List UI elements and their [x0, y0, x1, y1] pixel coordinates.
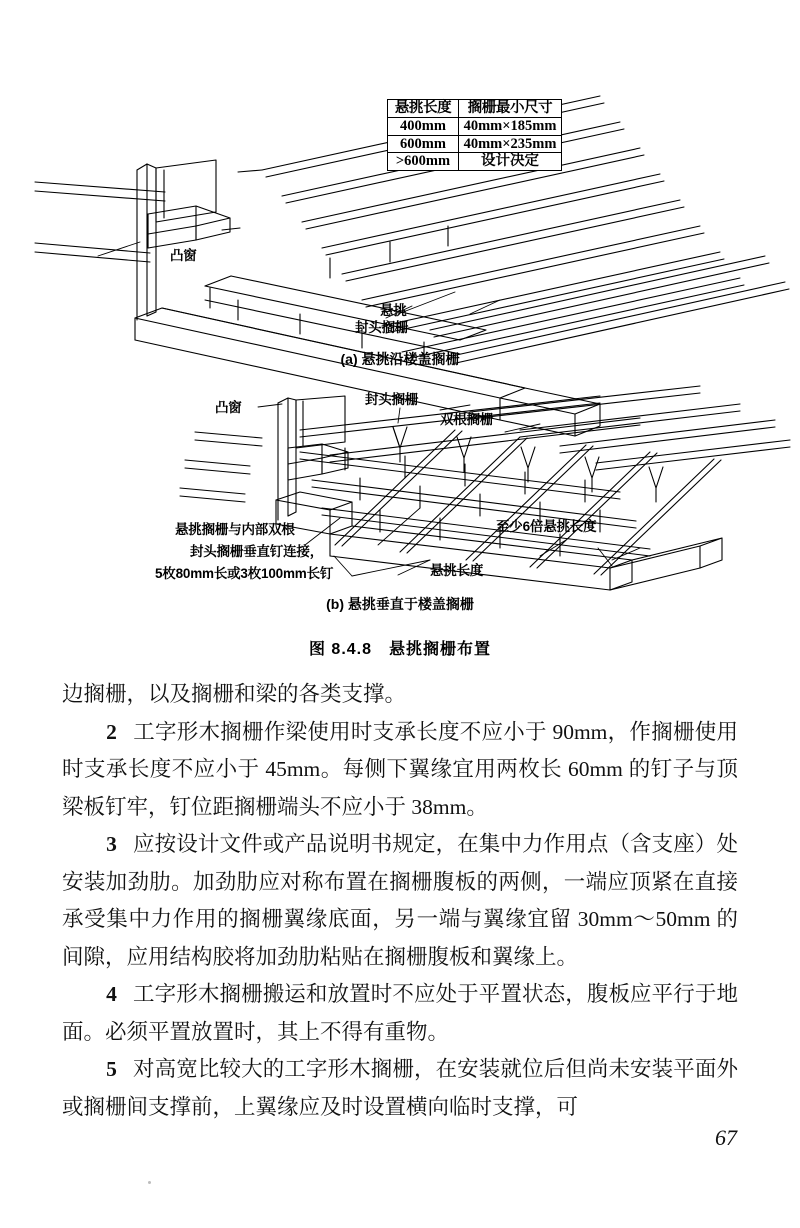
paragraph-text: 工字形木搁栅搬运和放置时不应处于平置状态，腹板应平行于地面。必须平置放置时，其上不得有重物。: [62, 982, 738, 1044]
label-header-joist-a: 封头搁栅: [355, 320, 409, 335]
label-min-six-times-b: 至少6倍悬挑长度: [496, 519, 597, 534]
table-header-cantilever-length: 悬挑长度: [388, 100, 459, 118]
paragraph-text: 应按设计文件或产品说明书规定，在集中力作用点（含支座）处安装加劲肋。加劲肋应对称布置在搁栅腹板的两侧，一端应顶紧在直接承受集中力作用的搁栅翼缘底面，另一端与翼缘宜留 30mm～50mm 的间隙，应用结构胶将加劲肋粘贴在搁栅腹板和翼缘上。: [62, 832, 738, 969]
diagram-b-bay-window-post: [276, 396, 352, 534]
paragraph-item-3: [62, 826, 738, 976]
subcaption-a: (a) 悬挑沿楼盖搁栅: [340, 351, 460, 367]
cell-length-over600: >600mm: [388, 153, 459, 171]
label-double-joist-b: 双根搁栅: [440, 412, 494, 427]
diagram-b-left-joists: [180, 432, 262, 502]
cell-size-over600: 设计决定: [459, 153, 562, 171]
label-nail-note-line2: 封头搁栅垂直钉连接，: [190, 544, 323, 559]
item-number-4: 4: [106, 982, 117, 1006]
subcaption-b: (b) 悬挑垂直于楼盖搁栅: [326, 596, 474, 612]
label-bay-window-a: 凸窗: [170, 248, 197, 263]
label-nail-note-line1: 悬挑搁栅与内部双根: [175, 522, 295, 537]
table-header-min-joist-size: 搁栅最小尺寸: [459, 100, 562, 118]
item-number-3: 3: [106, 832, 117, 856]
paragraph-item-5: [62, 1051, 738, 1126]
paragraph-continuation: [62, 676, 738, 714]
figure-caption: 图 8.4.8 悬挑搁栅布置: [308, 641, 492, 658]
item-number-2: 2: [106, 719, 117, 744]
paragraph-text: 对高宽比较大的工字形木搁栅，在安装就位后但尚未安装平面外或搁栅间支撑前，上翼缘应及时设置横向临时支撑，可: [62, 1057, 738, 1119]
paragraph-text: 边搁栅，以及搁栅和梁的各类支撑。: [62, 682, 407, 706]
page-number: 67: [715, 1125, 737, 1150]
label-cantilever-a: 悬挑: [380, 303, 407, 318]
label-cantilever-length-b: 悬挑长度: [430, 563, 484, 578]
cell-size-600: 40mm×235mm: [459, 135, 562, 153]
paragraph-item-4: [62, 976, 738, 1051]
label-nail-note-line3: 5枚80mm长或3枚100mm长钉: [155, 566, 334, 581]
paragraph-item-2: [62, 714, 738, 827]
label-header-joist-b: 封头搁栅: [365, 392, 419, 407]
scan-speck: [148, 1181, 151, 1184]
label-bay-window-b: 凸窗: [215, 400, 242, 415]
cell-length-600: 600mm: [388, 135, 459, 153]
cell-size-400: 40mm×185mm: [459, 117, 562, 135]
body-text-column: [62, 676, 738, 1126]
cell-length-400: 400mm: [388, 117, 459, 135]
paragraph-text: 工字形木搁栅作梁使用时支承长度不应小于 90mm，作搁栅使用时支承长度不应小于 45mm。每侧下翼缘宜用两枚长 60mm 的钉子与顶梁板钉牢，钉位距搁栅端头不应小于 38mm。: [62, 719, 738, 819]
item-number-5: 5: [106, 1057, 117, 1081]
